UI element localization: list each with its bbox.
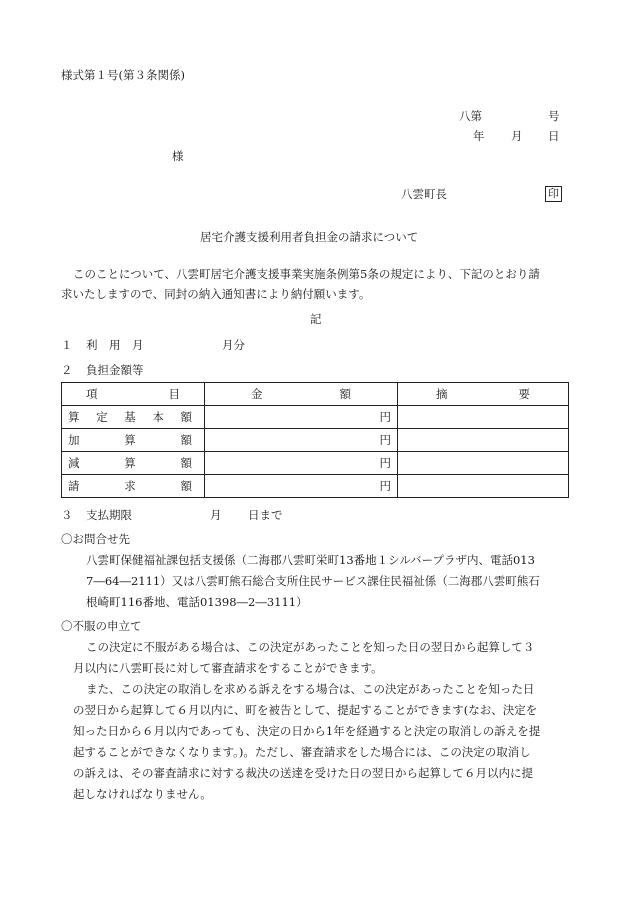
- table-row: [62, 406, 569, 429]
- appeal-line-2: 月以内に八雲町長に対して審査請求をすることができます。: [73, 661, 383, 675]
- appeal-line-3: また、この決定の取消しを求める訴えをする場合は、この決定があったことを知った日: [86, 682, 535, 696]
- item3-number: ３: [61, 508, 73, 522]
- date-day: 日: [548, 129, 560, 143]
- appeal-heading: 〇不服の申立て: [61, 619, 142, 633]
- item2-label: 負担金額等: [86, 363, 144, 377]
- date-month: 月: [511, 129, 523, 143]
- row-label-billed: 請 求 額: [62, 475, 205, 498]
- note-cell: [398, 429, 569, 452]
- seal-label: 印: [545, 186, 562, 202]
- note-cell: [398, 406, 569, 429]
- table-header-row: [62, 383, 569, 406]
- inquiry-line-3: 根崎町116番地、電話01398―2―3111）: [86, 595, 308, 609]
- item1-number: １: [61, 338, 73, 352]
- header-amount: 金 額: [205, 383, 398, 406]
- row-label-reduction: 減 算 額: [62, 452, 205, 475]
- item1-label: 利 用 月: [86, 338, 144, 352]
- intro-line-1: このことについて、八雲町居宅介護支援事業実施条例第5条の規定により、下記のとおり請: [73, 267, 540, 281]
- item3-month: 月: [210, 508, 222, 522]
- row-label-addition: 加 算 額: [62, 429, 205, 452]
- reference-number-suffix: 号: [548, 109, 560, 123]
- inquiry-line-2: 7―64―2111）又は八雲町熊石総合支所住民サービス課住民福祉係（二海郡八雲町熊石: [86, 574, 540, 588]
- inquiry-line-1: 八雲町保健福祉課包括支援係（二海郡八雲町栄町13番地１シルバープラザ内、電話013: [86, 553, 535, 567]
- ki-heading: 記: [310, 312, 322, 326]
- amount-cell: 円: [205, 406, 398, 429]
- appeal-line-7: の訴えは、その審査請求に対する裁決の送達を受けた日の翌日から起算して６月以内に提: [73, 766, 533, 780]
- item1-unit: 月分: [222, 338, 245, 352]
- item3-until: 日まで: [248, 508, 283, 522]
- appeal-line-6: 起することができなくなります。)。ただし、審査請求をした場合には、この決定の取消し: [73, 745, 531, 759]
- header-item: 項 目: [62, 383, 205, 406]
- header-note: 摘 要: [398, 383, 569, 406]
- intro-line-2: 求いたしますので、同封の納入通知書により納付願います。: [61, 287, 371, 301]
- row-label-calculated-base: 算 定 基 本 額: [62, 406, 205, 429]
- note-cell: [398, 475, 569, 498]
- item3-label: 支払期限: [86, 508, 132, 522]
- document-title: 居宅介護支援利用者負担金の請求について: [200, 230, 419, 244]
- appeal-line-5: 知った日から６月以内であっても、決定の日から1年を経過すると決定の取消しの訴えを提: [73, 724, 541, 738]
- table-row: [62, 475, 569, 498]
- appeal-line-1: この決定に不服がある場合は、この決定があったことを知った日の翌日から起算して３: [86, 640, 535, 654]
- item2-number: ２: [61, 363, 73, 377]
- addressee-honorific: 様: [172, 149, 184, 163]
- note-cell: [398, 452, 569, 475]
- appeal-line-8: 起しなければなりません。: [73, 787, 212, 801]
- table-row: [62, 429, 569, 452]
- seal-mark: [545, 186, 562, 202]
- amount-cell: 円: [205, 429, 398, 452]
- table-row: [62, 452, 569, 475]
- form-number: 様式第１号(第３条関係): [61, 68, 185, 82]
- issuer: 八雲町長: [401, 187, 447, 201]
- date-year: 年: [473, 129, 485, 143]
- amount-cell: 円: [205, 475, 398, 498]
- amounts-table: [61, 382, 569, 498]
- inquiry-heading: 〇お問合せ先: [61, 532, 130, 546]
- appeal-line-4: の翌日から起算して６月以内に、町を被告として、提起することができます(なお、決定を: [73, 703, 538, 717]
- amount-cell: 円: [205, 452, 398, 475]
- reference-number-prefix: 八第: [459, 109, 482, 123]
